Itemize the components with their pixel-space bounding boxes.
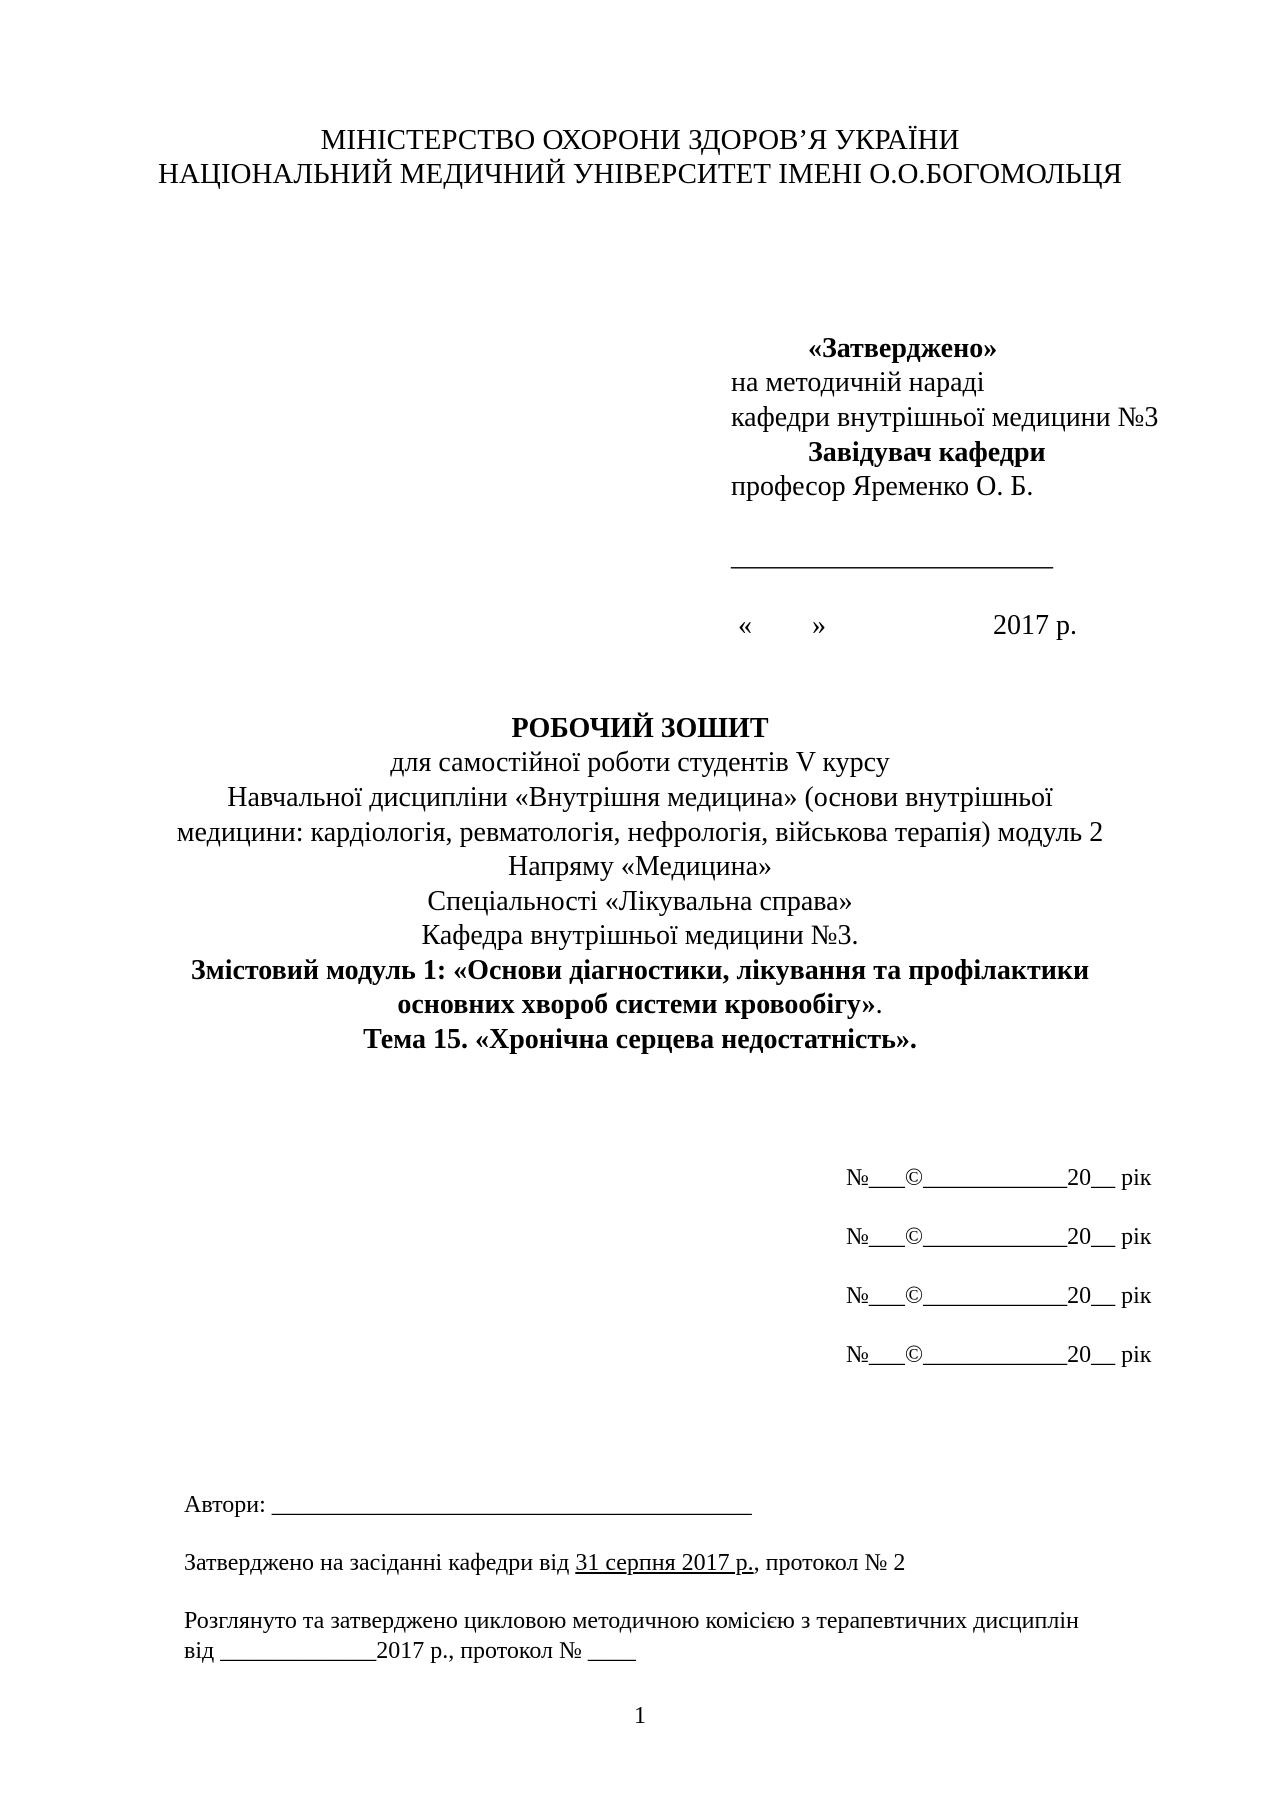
approved-suffix: , протокол № 2 xyxy=(753,1550,906,1576)
registry-line: №___©____________20__ рік xyxy=(846,1342,1152,1368)
approved-line xyxy=(184,1548,905,1578)
title-line-4: Напряму «Медицина» xyxy=(507,851,773,882)
date-quote-open: « xyxy=(738,610,752,641)
title-line-1: для самостійної роботи студентів V курсу xyxy=(390,747,890,778)
content-module-line-2-wrap xyxy=(0,988,1280,1022)
registry-line: №___©____________20__ рік xyxy=(846,1283,1152,1309)
document-title: РОБОЧИЙ ЗОШИТ xyxy=(511,713,769,744)
head-of-department-name: професор Яременко О. Б. xyxy=(731,471,1034,502)
university-heading: НАЦІОНАЛЬНИЙ МЕДИЧНИЙ УНІВЕРСИТЕТ ІМЕНІ О.О.БОГОМОЛЬЦЯ xyxy=(158,158,1122,190)
title-line-6: Кафедра внутрішньої медицини №3. xyxy=(421,920,859,951)
content-module-line-2-period: . xyxy=(875,989,883,1020)
head-of-department-title: Завідувач кафедри xyxy=(808,437,1046,468)
approval-title: «Затверджено» xyxy=(808,333,998,364)
title-line-3: медицини: кардіологія, ревматологія, нефрологія, військова терапія) модуль 2 xyxy=(176,817,1104,848)
reviewed-line-2: від _____________2017 р., протокол № ____ xyxy=(184,1638,636,1664)
registry-line: №___©____________20__ рік xyxy=(846,1224,1152,1250)
title-line-2: Навчальної дисципліни «Внутрішня медицина» (основи внутрішньої xyxy=(227,782,1053,813)
registry-line: №___©____________20__ рік xyxy=(846,1165,1152,1191)
reviewed-line-1: Розглянуто та затверджено цикловою методичною комісією з терапевтичних дисциплін xyxy=(184,1608,1079,1634)
content-module-line-2: основних хвороб системи кровообігу» xyxy=(397,989,876,1020)
page-number: 1 xyxy=(634,1703,646,1729)
authors-line: Автори: ________________________________________ xyxy=(184,1492,752,1518)
topic-title: Тема 15. «Хронічна серцева недостатність». xyxy=(363,1024,917,1055)
approved-date: 31 серпня 2017 р. xyxy=(575,1550,754,1576)
date-quote-close: » xyxy=(812,610,826,641)
content-module-line-1: Змістовий модуль 1: «Основи діагностики, лікування та профілактики xyxy=(190,955,1090,986)
signature-line: _______________________ xyxy=(731,541,1053,572)
approval-year: 2017 р. xyxy=(993,610,1077,641)
title-line-5: Спеціальності «Лікувальна справа» xyxy=(427,886,853,917)
ministry-heading: МІНІСТЕРСТВО ОХОРОНИ ЗДОРОВ’Я УКРАЇНИ xyxy=(320,124,960,156)
approval-line-1: на методичній нараді xyxy=(731,367,985,398)
approved-prefix: Затверджено на засіданні кафедри від xyxy=(184,1550,576,1576)
approval-line-2: кафедри внутрішньої медицини №3 xyxy=(731,402,1159,433)
